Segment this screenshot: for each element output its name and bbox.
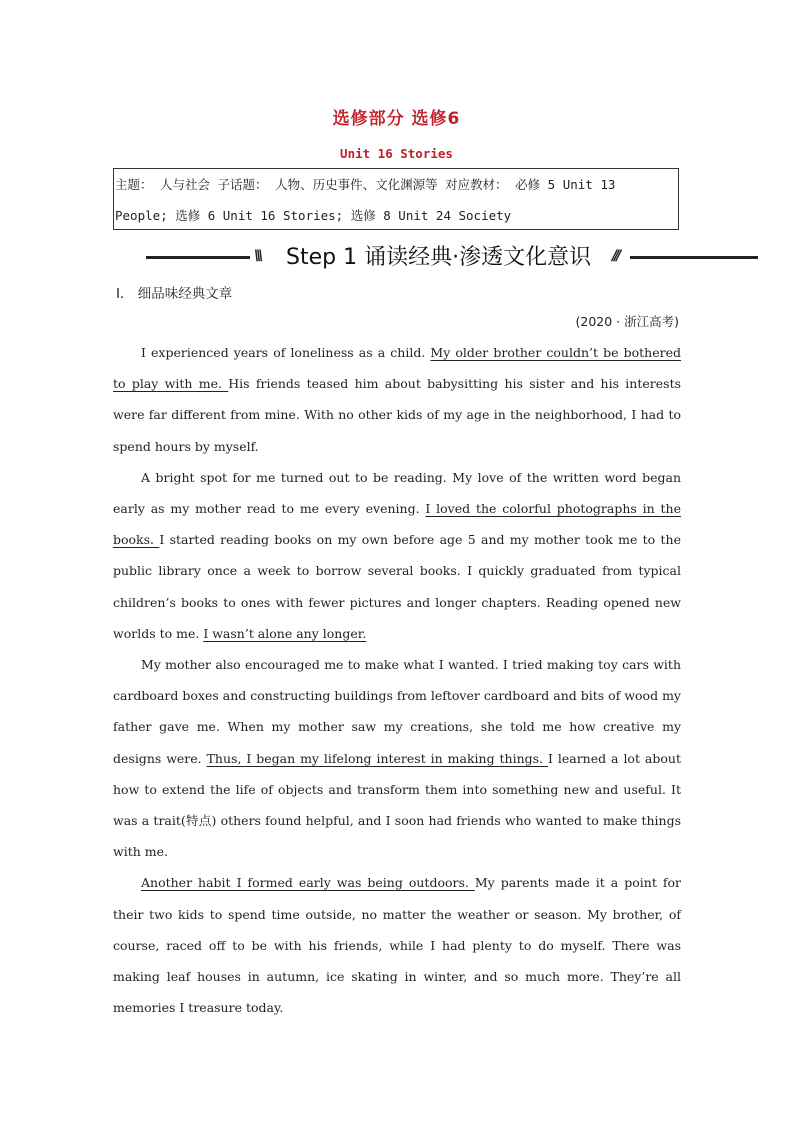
text-segment: His friends teased him about babysitting his sister and his interests were far different from mine. With no other kids of my age in the neighborhood, I had to spend hours by myself.: [113, 376, 682, 454]
text-segment: A bright spot for me turned out to be reading. My love of the written word began early as my mother read to me every evening.: [113, 469, 681, 517]
underlined-sentence: Thus, I began my lifelong interest in making things.: [206, 750, 548, 766]
section-heading: Ⅰ． 细品味经典文章: [116, 286, 233, 302]
topic-box: [113, 168, 679, 230]
page-title: 选修部分 选修6: [332, 109, 461, 129]
step-banner: [142, 240, 762, 274]
paragraph: [113, 337, 681, 462]
source-citation: (2020 · 浙江高考): [575, 314, 679, 329]
paragraph: [113, 462, 681, 649]
underlined-sentence: Another habit I formed early was being outdoors.: [141, 875, 475, 891]
step-heading: Step 1 诵读经典·渗透文化意识: [286, 245, 592, 270]
banner-right-bar: [630, 256, 758, 259]
topic-line-1: 主题： 人与社会 子话题： 人物、历史事件、文化渊源等 对应教材： 必修 5 Unit 13: [115, 177, 616, 192]
underlined-sentence: I wasn’t alone any longer.: [203, 625, 367, 641]
text-segment: I learned a lot about how to extend the life of objects and transform them into something new and useful. It was a trait(特点) others found helpful, and I soon had friends who wanted to make things with me.: [113, 750, 681, 860]
topic-line-2: People; 选修 6 Unit 16 Stories; 选修 8 Unit 24 Society: [115, 208, 512, 223]
paragraph: [113, 649, 681, 867]
paragraph: [113, 867, 681, 1023]
banner-right-marks: ///: [612, 248, 619, 264]
banner-left-bar: [146, 256, 250, 259]
text-segment: I experienced years of loneliness as a child.: [141, 345, 431, 360]
underlined-sentence: My older brother couldn’t be bothered to play with me.: [113, 345, 681, 392]
text-segment: My mother also encouraged me to make what I wanted. I tried making toy cars with cardboard boxes and constructing buildings from leftover cardboard and bits of wood my father gave me. When my mother saw my creations, she told me how creative my designs were.: [113, 657, 681, 766]
text-segment: My parents made it a point for their two kids to spend time outside, no matter the weather or season. My brother, of course, raced off to be with his friends, while I had plenty to do myself. There was making leaf houses in autumn, ice skating in winter, and so much more. They’re all memories I treasure today.: [113, 875, 681, 1016]
article-body: [113, 337, 681, 1023]
underlined-sentence: I loved the colorful photographs in the books.: [113, 501, 681, 548]
text-segment: I started reading books on my own before age 5 and my mother took me to the public library once a week to borrow several books. I quickly graduated from typical children’s books to ones with fewer pictures and longer chapters. Reading opened new worlds to me.: [113, 532, 681, 641]
banner-left-marks: \\\: [254, 248, 261, 264]
unit-subtitle: Unit 16 Stories: [340, 146, 453, 161]
